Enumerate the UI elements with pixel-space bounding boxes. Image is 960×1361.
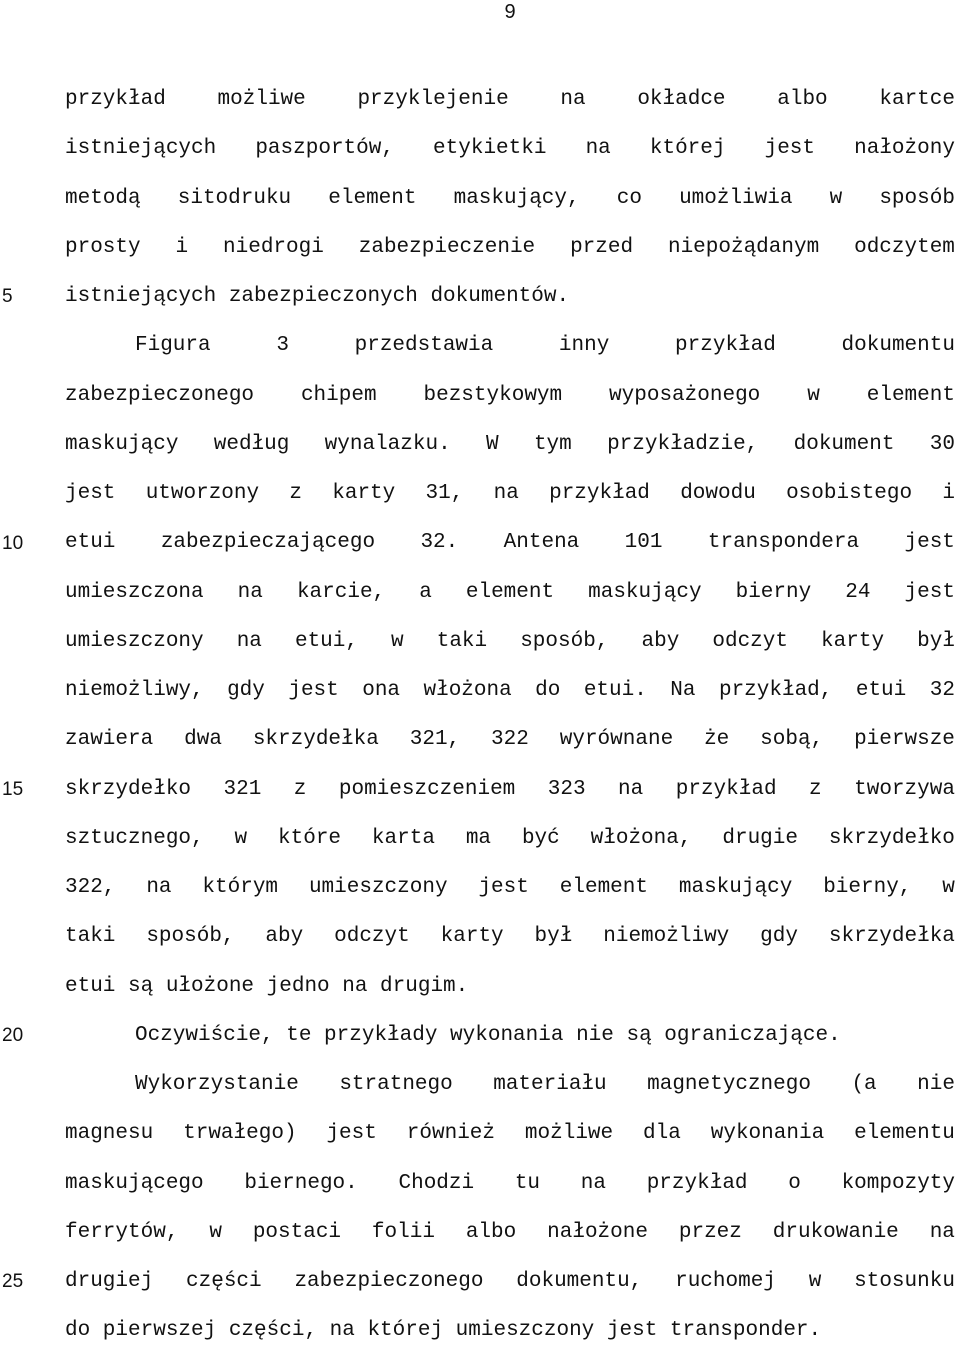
text-line: zabezpieczonego chipem bezstykowym wyposażonego w element <box>65 383 955 407</box>
text-line: maskującego biernego. Chodzi tu na przykład o kompozyty <box>65 1171 955 1195</box>
text-line: magnesu trwałego) jest również możliwe dla wykonania elementu <box>65 1122 955 1146</box>
text-line: umieszczony na etui, w taki sposób, aby odczyt karty był <box>65 629 955 653</box>
text-line: sztucznego, w które karta ma być włożona, drugie skrzydełko <box>65 826 955 850</box>
text-line: niemożliwy, gdy jest ona włożona do etui. Na przykład, etui 32 <box>65 679 955 702</box>
text-line: taki sposób, aby odczyt karty był niemożliwy gdy skrzydełka <box>65 925 955 949</box>
page-number: 9 <box>504 1 516 23</box>
text-line: metodą sitodruku element maskujący, co umożliwia w sposób <box>65 186 955 210</box>
text-line: Oczywiście, te przykłady wykonania nie są ograniczające. <box>135 1023 841 1047</box>
text-line: maskujący według wynalazku. W tym przykładzie, dokument 30 <box>65 432 955 456</box>
line-number-15: 15 <box>2 779 24 800</box>
text-line: przykład możliwe przyklejenie na okładce albo kartce <box>65 88 955 111</box>
text-line: ferrytów, w postaci folii albo nałożone przez drukowanie na <box>65 1220 955 1244</box>
text-line: zawiera dwa skrzydełka 321, 322 wyrównane że sobą, pierwsze <box>65 728 955 752</box>
text-line: jest utworzony z karty 31, na przykład dowodu osobistego i <box>65 482 955 505</box>
text-line: istniejących zabezpieczonych dokumentów. <box>65 285 570 308</box>
line-number-25: 25 <box>2 1271 24 1292</box>
text-line: skrzydełko 321 z pomieszczeniem 323 na przykład z tworzywa <box>65 777 955 801</box>
document-body <box>65 80 955 1361</box>
text-line: etui są ułożone jedno na drugim. <box>65 974 469 998</box>
text-line: istniejących paszportów, etykietki na której jest nałożony <box>65 137 955 161</box>
text-line: do pierwszej części, na której umieszczony jest transponder. <box>65 1319 822 1343</box>
text-line: drugiej części zabezpieczonego dokumentu, ruchomej w stosunku <box>65 1270 955 1293</box>
text-line: umieszczona na karcie, a element maskujący bierny 24 jest <box>65 580 955 604</box>
text-line: 322, na którym umieszczony jest element maskujący bierny, w <box>65 876 955 899</box>
text-line: etui zabezpieczającego 32. Antena 101 transpondera jest <box>65 531 955 555</box>
line-number-10: 10 <box>2 533 24 554</box>
text-line: prosty i niedrogi zabezpieczenie przed niepożądanym odczytem <box>65 235 955 259</box>
text-line: Figura 3 przedstawia inny przykład dokumentu <box>135 334 955 358</box>
line-number-5: 5 <box>2 286 13 307</box>
text-line: Wykorzystanie stratnego materiału magnetycznego (a nie <box>135 1073 955 1096</box>
line-number-20: 20 <box>2 1025 24 1046</box>
